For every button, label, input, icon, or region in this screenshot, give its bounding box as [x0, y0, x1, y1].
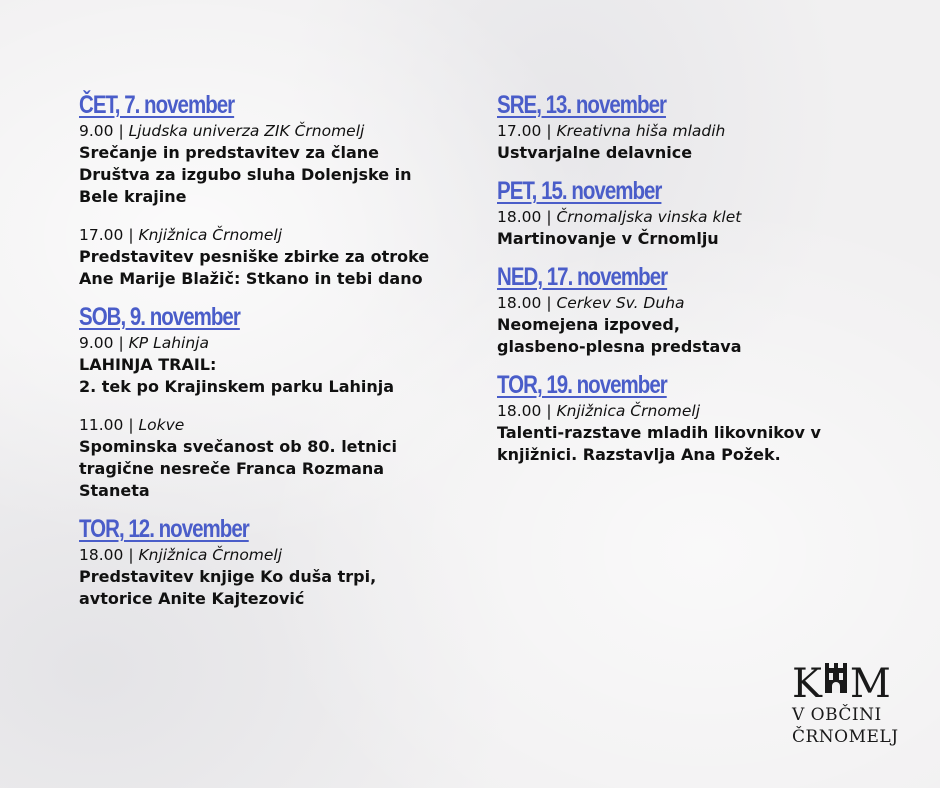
event-place: Ljudska univerza ZIK Črnomelj	[128, 122, 365, 140]
separator: |	[546, 122, 552, 140]
event-item	[79, 414, 479, 502]
day-section	[79, 302, 479, 502]
kim-logo	[792, 662, 912, 748]
separator: |	[128, 226, 134, 244]
day-heading: SRE, 13. november	[497, 91, 666, 119]
event-title-line: Spominska svečanost ob 80. letnici	[79, 437, 398, 456]
event-time: 17.00	[497, 122, 542, 140]
event-place: KP Lahinja	[128, 334, 209, 352]
event-place: Knjižnica Črnomelj	[138, 226, 283, 244]
castle-tower-icon	[824, 660, 848, 700]
event-title-line: Ustvarjalne delavnice	[497, 143, 693, 162]
event-item	[497, 400, 917, 466]
event-title-line: Martinovanje v Črnomlju	[497, 229, 719, 248]
event-time: 18.00	[497, 294, 542, 312]
separator: |	[118, 122, 124, 140]
day-section	[79, 514, 479, 610]
event-title-line: 2. tek po Krajinskem parku Lahinja	[79, 377, 395, 396]
event-meta	[79, 414, 479, 436]
event-title-line: tragične nesreče Franca Rozmana	[79, 459, 385, 478]
event-title-line: Staneta	[79, 481, 150, 500]
event-place: Črnomaljska vinska klet	[556, 208, 742, 226]
event-item	[497, 120, 917, 164]
day-heading: NED, 17. november	[497, 263, 668, 291]
event-title-line: Srečanje in predstavitev za člane	[79, 143, 380, 162]
day-heading: ČET, 7. november	[79, 91, 235, 119]
logo-line-2: ČRNOMELJ	[792, 727, 899, 747]
event-item	[79, 332, 479, 398]
separator: |	[546, 294, 552, 312]
day-section	[497, 90, 917, 164]
event-time: 18.00	[79, 546, 124, 564]
event-title-line: avtorice Anite Kajtezović	[79, 589, 305, 608]
event-meta	[79, 120, 479, 142]
day-section	[497, 176, 917, 250]
left-column	[79, 90, 479, 622]
event-time: 9.00	[79, 334, 114, 352]
event-time: 18.00	[497, 208, 542, 226]
event-place: Cerkev Sv. Duha	[556, 294, 685, 312]
event-item	[497, 206, 917, 250]
event-place: Lokve	[138, 416, 185, 434]
event-title-line: Društva za izgubo sluha Dolenjske in	[79, 165, 412, 184]
day-section	[79, 90, 479, 290]
day-heading: TOR, 19. november	[497, 371, 667, 399]
event-time: 18.00	[497, 402, 542, 420]
event-place: Kreativna hiša mladih	[556, 122, 726, 140]
right-column	[497, 90, 917, 478]
event-place: Knjižnica Črnomelj	[138, 546, 283, 564]
event-meta	[497, 292, 917, 314]
day-heading: PET, 15. november	[497, 177, 662, 205]
separator: |	[118, 334, 124, 352]
event-title-line: LAHINJA TRAIL:	[79, 355, 217, 374]
event-meta	[79, 224, 479, 246]
logo-letter-m: M	[849, 661, 891, 707]
separator: |	[546, 208, 552, 226]
event-time: 17.00	[79, 226, 124, 244]
separator: |	[128, 416, 134, 434]
day-heading: SOB, 9. november	[79, 303, 240, 331]
day-section	[497, 370, 917, 466]
event-meta	[79, 332, 479, 354]
event-title-line: Neomejena izpoved,	[497, 315, 680, 334]
event-title-line: Talenti-razstave mladih likovnikov v	[497, 423, 821, 442]
event-meta	[79, 544, 479, 566]
event-title-line: Predstavitev knjige Ko duša trpi,	[79, 567, 377, 586]
event-item	[79, 544, 479, 610]
day-section	[497, 262, 917, 358]
event-meta	[497, 400, 917, 422]
event-time: 9.00	[79, 122, 114, 140]
separator: |	[128, 546, 134, 564]
event-time: 11.00	[79, 416, 124, 434]
event-meta	[497, 120, 917, 142]
day-heading: TOR, 12. november	[79, 515, 249, 543]
event-title-line: Ane Marije Blažič: Stkano in tebi dano	[79, 269, 423, 288]
event-title-line: knjižnici. Razstavlja Ana Požek.	[497, 445, 781, 464]
event-title-line: Predstavitev pesniške zbirke za otroke	[79, 247, 430, 266]
event-meta	[497, 206, 917, 228]
event-item	[497, 292, 917, 358]
separator: |	[546, 402, 552, 420]
event-title-line: glasbeno-plesna predstava	[497, 337, 742, 356]
logo-letter-k: K	[792, 661, 822, 707]
event-item	[79, 120, 479, 208]
logo-wordmark	[792, 661, 912, 707]
event-place: Knjižnica Črnomelj	[556, 402, 701, 420]
logo-line-1: V OBČINI	[792, 705, 882, 725]
event-title-line: Bele krajine	[79, 187, 187, 206]
event-item	[79, 224, 479, 290]
